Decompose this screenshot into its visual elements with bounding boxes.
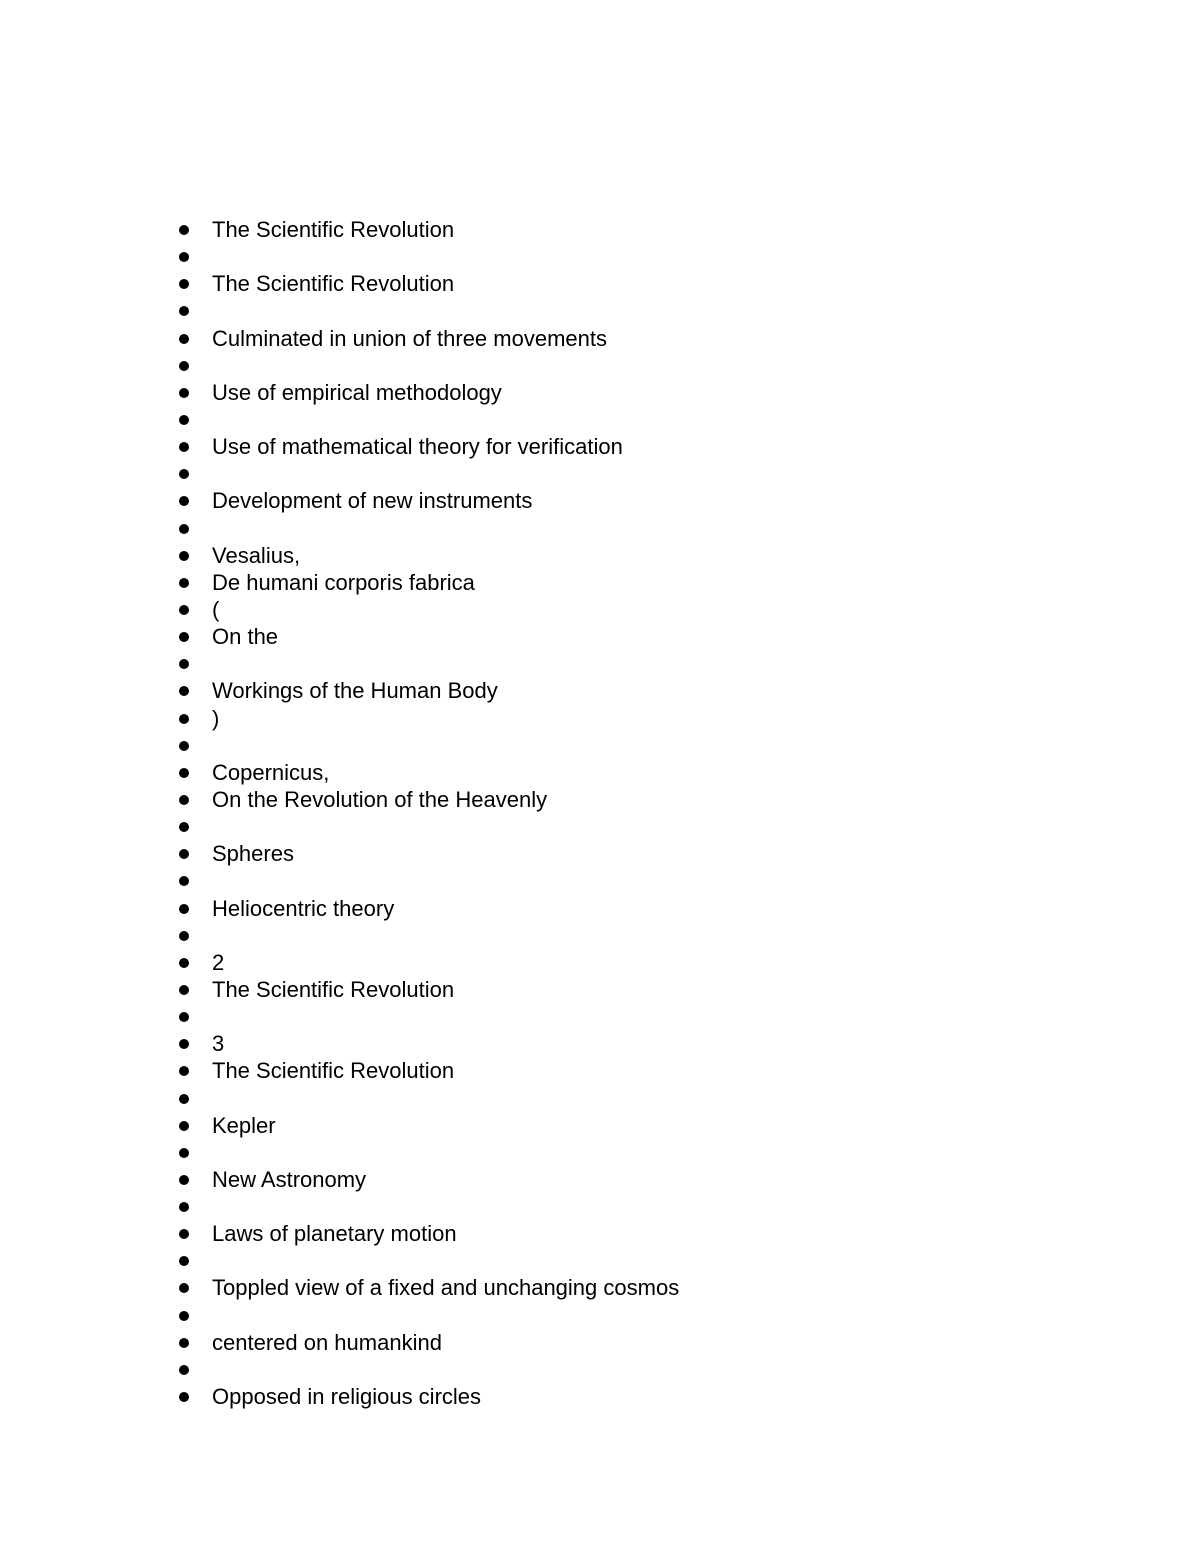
list-item — [176, 1057, 679, 1084]
list-item-text: Spheres — [212, 841, 294, 867]
list-item — [176, 623, 679, 650]
list-item — [176, 406, 679, 433]
bullet-icon — [179, 1311, 189, 1321]
list-item-text: Toppled view of a fixed and unchanging cosmos — [212, 1275, 680, 1301]
bullet-icon — [179, 469, 189, 479]
list-item-text: Copernicus, — [212, 759, 330, 785]
list-item-text: 2 — [212, 949, 225, 975]
list-item — [176, 542, 679, 569]
bullet-list — [176, 216, 679, 1410]
list-item — [176, 297, 679, 324]
bullet-icon — [179, 1256, 189, 1266]
bullet-icon — [179, 551, 189, 561]
bullet-icon — [179, 1012, 189, 1022]
list-item — [176, 786, 679, 813]
list-item — [176, 1139, 679, 1166]
list-item — [176, 379, 679, 406]
list-item — [176, 1220, 679, 1247]
bullet-icon — [179, 1148, 189, 1158]
list-item — [176, 867, 679, 894]
bullet-icon — [179, 1338, 189, 1348]
list-item-text: The Scientific Revolution — [212, 217, 455, 242]
bullet-icon — [179, 388, 189, 398]
list-item — [176, 677, 679, 704]
list-item — [176, 1003, 679, 1030]
bullet-icon — [179, 876, 189, 886]
list-item-text: The Scientific Revolution — [212, 271, 455, 297]
bullet-icon — [179, 1392, 189, 1402]
bullet-icon — [179, 931, 189, 941]
bullet-icon — [179, 849, 189, 859]
list-item-text: Kepler — [212, 1112, 276, 1138]
list-item-text: Culminated in union of three movements — [212, 325, 607, 351]
list-item-text: Development of new instruments — [212, 488, 533, 514]
list-item — [176, 270, 679, 297]
list-item — [176, 1247, 679, 1274]
bullet-icon — [179, 659, 189, 669]
list-item — [176, 596, 679, 623]
list-item-text: Heliocentric theory — [212, 895, 395, 921]
list-item — [176, 569, 679, 596]
list-item-text: On the — [212, 624, 279, 650]
bullet-icon — [179, 252, 189, 262]
list-item — [176, 813, 679, 840]
list-item — [176, 1383, 679, 1410]
bullet-icon — [179, 822, 189, 832]
list-item — [176, 325, 679, 352]
list-item — [176, 1112, 679, 1139]
bullet-icon — [179, 1202, 189, 1212]
list-item — [176, 840, 679, 867]
list-item — [176, 976, 679, 1003]
bullet-icon — [179, 225, 189, 235]
list-item — [176, 895, 679, 922]
bullet-icon — [179, 686, 189, 696]
bullet-icon — [179, 578, 189, 588]
bullet-icon — [179, 334, 189, 344]
list-item — [176, 949, 679, 976]
list-item-text: ) — [212, 705, 220, 731]
bullet-icon — [179, 1283, 189, 1293]
bullet-icon — [179, 442, 189, 452]
bullet-icon — [179, 306, 189, 316]
list-item-text: De humani corporis fabrica — [212, 569, 475, 595]
list-item-text: Workings of the Human Body — [212, 678, 498, 704]
list-item-text: ( — [212, 596, 220, 622]
list-item — [176, 243, 679, 270]
list-item — [176, 1085, 679, 1112]
bullet-icon — [179, 1094, 189, 1104]
list-item — [176, 352, 679, 379]
list-item — [176, 1166, 679, 1193]
bullet-icon — [179, 958, 189, 968]
list-item-text: Use of mathematical theory for verification — [212, 434, 623, 460]
bullet-icon — [179, 1229, 189, 1239]
bullet-icon — [179, 985, 189, 995]
bullet-icon — [179, 605, 189, 615]
list-item — [176, 1030, 679, 1057]
list-item — [176, 433, 679, 460]
bullet-icon — [179, 1121, 189, 1131]
list-item-text: centered on humankind — [212, 1329, 442, 1355]
list-item — [176, 460, 679, 487]
list-item-text: Laws of planetary motion — [212, 1221, 457, 1247]
list-item-text: Vesalius, — [212, 542, 301, 568]
list-item-text: On the Revolution of the Heavenly — [212, 786, 548, 812]
list-item — [176, 759, 679, 786]
list-item — [176, 515, 679, 542]
bullet-icon — [179, 279, 189, 289]
list-item — [176, 1356, 679, 1383]
bullet-icon — [179, 361, 189, 371]
list-item-text: The Scientific Revolution — [212, 976, 455, 1002]
list-item — [176, 1302, 679, 1329]
list-item-text: 3 — [212, 1031, 225, 1057]
list-item-text: Opposed in religious circles — [212, 1384, 482, 1410]
bullet-icon — [179, 795, 189, 805]
list-item — [176, 922, 679, 949]
list-item — [176, 732, 679, 759]
bullet-icon — [179, 415, 189, 425]
bullet-icon — [179, 714, 189, 724]
list-item-text: Use of empirical methodology — [212, 379, 502, 405]
bullet-icon — [179, 1365, 189, 1375]
bullet-icon — [179, 496, 189, 506]
list-item — [176, 705, 679, 732]
list-item — [176, 1193, 679, 1220]
bullet-icon — [179, 1175, 189, 1185]
list-item-text: New Astronomy — [212, 1166, 367, 1192]
list-item — [176, 1274, 679, 1301]
list-item — [176, 216, 679, 243]
bullet-icon — [179, 741, 189, 751]
list-item — [176, 487, 679, 514]
bullet-icon — [179, 524, 189, 534]
bullet-icon — [179, 1039, 189, 1049]
bullet-icon — [179, 904, 189, 914]
bullet-icon — [179, 632, 189, 642]
bullet-icon — [179, 768, 189, 778]
list-item — [176, 650, 679, 677]
list-item-text: The Scientific Revolution — [212, 1058, 455, 1084]
list-item — [176, 1329, 679, 1356]
bullet-icon — [179, 1066, 189, 1076]
